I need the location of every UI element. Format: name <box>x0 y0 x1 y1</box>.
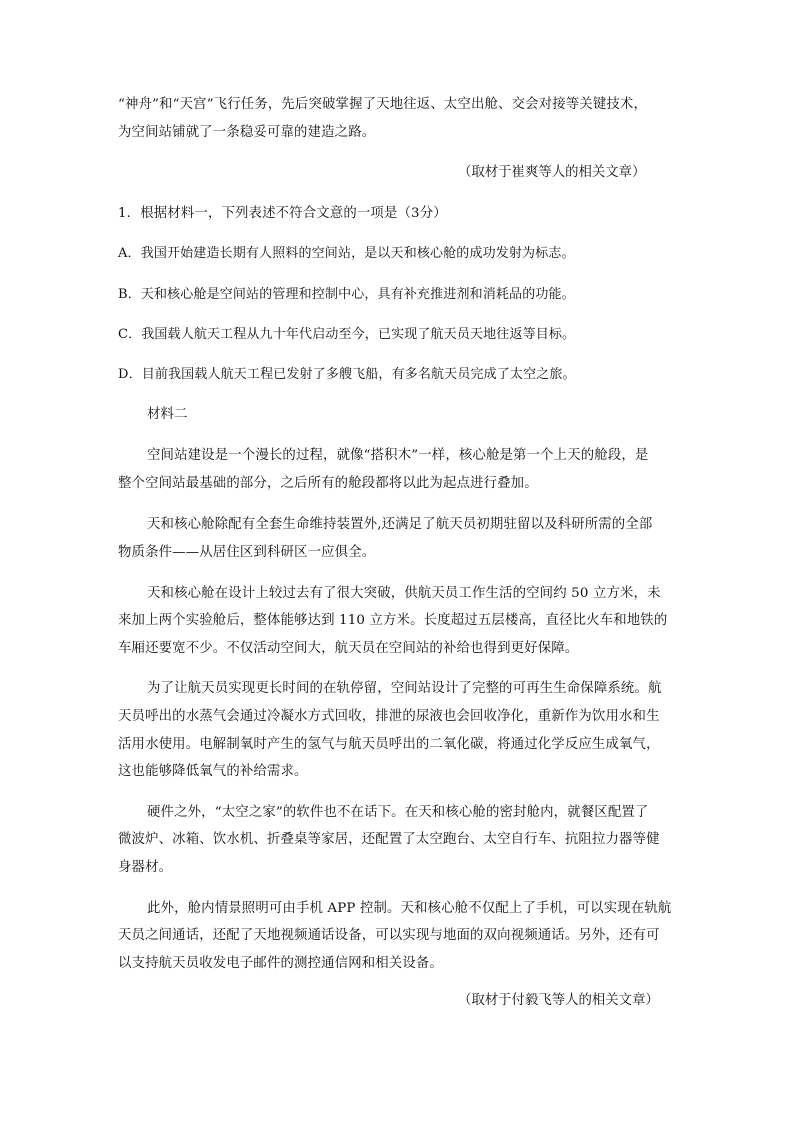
paragraph-2-line-1: 天和核心舱除配有全套生命维持装置外,还满足了航天员初期驻留以及科研所需的全部 <box>147 517 653 532</box>
option-a: A．我国开始建造长期有人照料的空间站，是以天和核心舱的成功发射为标志。 <box>118 246 575 261</box>
paragraph-3-line-3: 车厢还要宽不少。不仅活动空间大，航天员在空间站的补给也得到更好保障。 <box>118 641 579 656</box>
paragraph-6-line-2: 天员之间通话，还配了天地视频通话设备，可以实现与地面的双向视频通话。另外，还有可 <box>118 928 660 943</box>
intro-line-1: “神舟”和“天宫”飞行任务，先后突破掌握了天地往返、太空出舱、交会对接等关键技术， <box>118 97 647 112</box>
intro-line-2: 为空间站铺就了一条稳妥可靠的建造之路。 <box>118 125 376 140</box>
option-d: D．目前我国载人航天工程已发射了多艘飞船，有多名航天员完成了太空之旅。 <box>118 367 576 382</box>
source-citation-2: （取材于付毅飞等人的相关文章） <box>458 993 659 1008</box>
question-stem: 1．根据材料一，下列表述不符合文意的一项是（3分） <box>118 206 447 221</box>
paragraph-5-line-2: 微波炉、冰箱、饮水机、折叠桌等家居，还配置了太空跑台、太空自行车、抗阻拉力器等健 <box>118 832 660 847</box>
paragraph-5-line-3: 身器材。 <box>118 860 173 875</box>
paragraph-1-line-1: 空间站建设是一个漫长的过程，就像“搭积木”一样，核心舱是第一个上天的舱段，是 <box>147 448 649 463</box>
paragraph-3-line-1: 天和核心舱在设计上较过去有了很大突破，供航天员工作生活的空间约 50 立方米，未 <box>147 586 661 601</box>
paragraph-4-line-4: 这也能够降低氧气的补给需求。 <box>118 764 308 779</box>
option-b: B．天和核心舱是空间站的管理和控制中心，具有补充推进剂和消耗品的功能。 <box>118 287 575 302</box>
option-c: C．我国载人航天工程从九十年代启动至今，已实现了航天员天地往返等目标。 <box>118 327 576 342</box>
paragraph-1-line-2: 整个空间站最基础的部分，之后所有的舱段都将以此为起点进行叠加。 <box>118 476 538 491</box>
paragraph-6-line-3: 以支持航天员收发电子邮件的测控通信网和相关设备。 <box>118 956 443 971</box>
paragraph-4-line-2: 天员呼出的水蒸气会通过冷凝水方式回收，排泄的尿液也会回收净化，重新作为饮用水和生 <box>118 709 660 724</box>
paragraph-4-line-1: 为了让航天员实现更长时间的在轨停留，空间站设计了完整的可再生生命保障系统。航 <box>147 681 662 696</box>
paragraph-6-line-1: 此外，舱内情景照明可由手机 APP 控制。天和核心舱不仅配上了手机，可以实现在轨航 <box>147 901 672 916</box>
source-citation-1: （取材于崔爽等人的相关文章） <box>458 165 646 180</box>
paragraph-5-line-1: 硬件之外，“太空之家”的软件也不在话下。在天和核心舱的密封舱内，就餐区配置了 <box>147 805 649 820</box>
paragraph-4-line-3: 活用水使用。电解制氧时产生的氢气与航天员呼出的二氧化碳，将通过化学反应生成氧气， <box>118 737 660 752</box>
paragraph-2-line-2: 物质条件——从居住区到科研区一应俱全。 <box>118 545 376 560</box>
material-two-heading: 材料二 <box>147 407 188 422</box>
paragraph-3-line-2: 来加上两个实验舱后，整体能够达到 110 立方米。长度超过五层楼高，直径比火车和地铁的 <box>118 613 668 628</box>
